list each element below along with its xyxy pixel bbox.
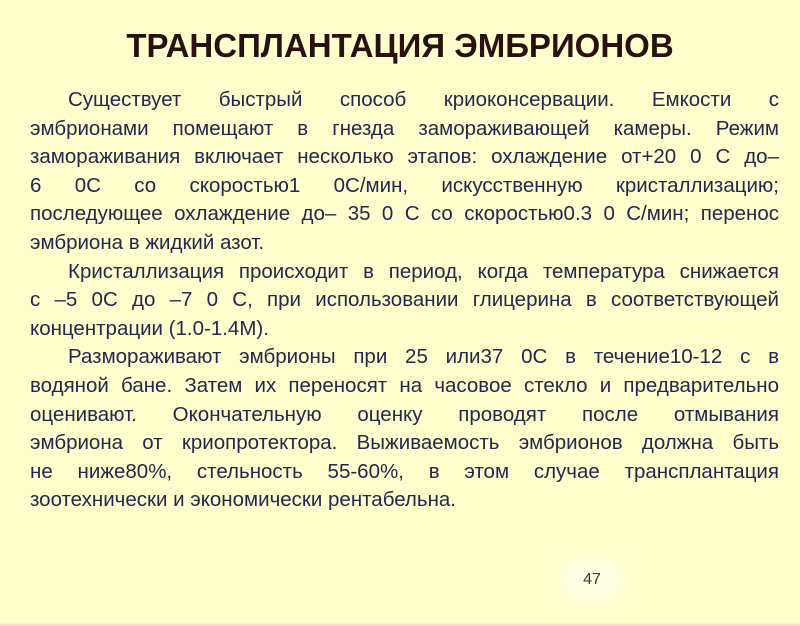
text-line: последующее охлаждение до– 35 0 С со скоростью0.3 0 С/мин; перенос	[30, 202, 779, 226]
presentation-slide	[0, 26, 800, 626]
slide-title: ТРАНСПЛАНТАЦИЯ ЭМБРИОНОВ	[126, 27, 674, 64]
paragraph	[30, 258, 779, 344]
page-number: 47	[568, 566, 616, 594]
text-line: Размораживают эмбрионы при 25 или37 0С в течение10-12 с в	[68, 345, 779, 369]
text-line: не ниже80%, стельность 55-60%, в этом случае трансплантация	[30, 459, 779, 483]
text-line: зоотехнически и экономически рентабельна.	[30, 488, 456, 512]
body-text	[30, 86, 779, 515]
text-line: оценивают. Окончательную оценку проводят после отмывания	[30, 402, 779, 426]
text-line: эмбриона от криопротектора. Выживаемость эмбрионов должна быть	[30, 431, 779, 455]
text-line: Кристаллизация происходит в период, когда температура снижается	[68, 259, 779, 283]
text-line: водяной бане. Затем их переносят на часовое стекло и предварительно	[30, 373, 779, 397]
text-line: замораживания включает несколько этапов: охлаждение от+20 0 С до–	[30, 145, 779, 169]
paragraph	[30, 343, 779, 515]
text-line: эмбрионами помещают в гнезда замораживающей камеры. Режим	[30, 116, 779, 140]
text-line: эмбриона в жидкий азот.	[30, 230, 265, 254]
text-line: 6 0С со скоростью1 0С/мин, искусственную кристаллизацию;	[30, 173, 779, 197]
text-line: концентрации (1.0-1.4М).	[30, 316, 269, 340]
text-line: с –5 0С до –7 0 С, при использовании глицерина в соответствующей	[30, 288, 779, 312]
paragraph	[30, 86, 779, 258]
text-line: Существует быстрый способ криоконсервации. Емкости с	[68, 88, 779, 111]
